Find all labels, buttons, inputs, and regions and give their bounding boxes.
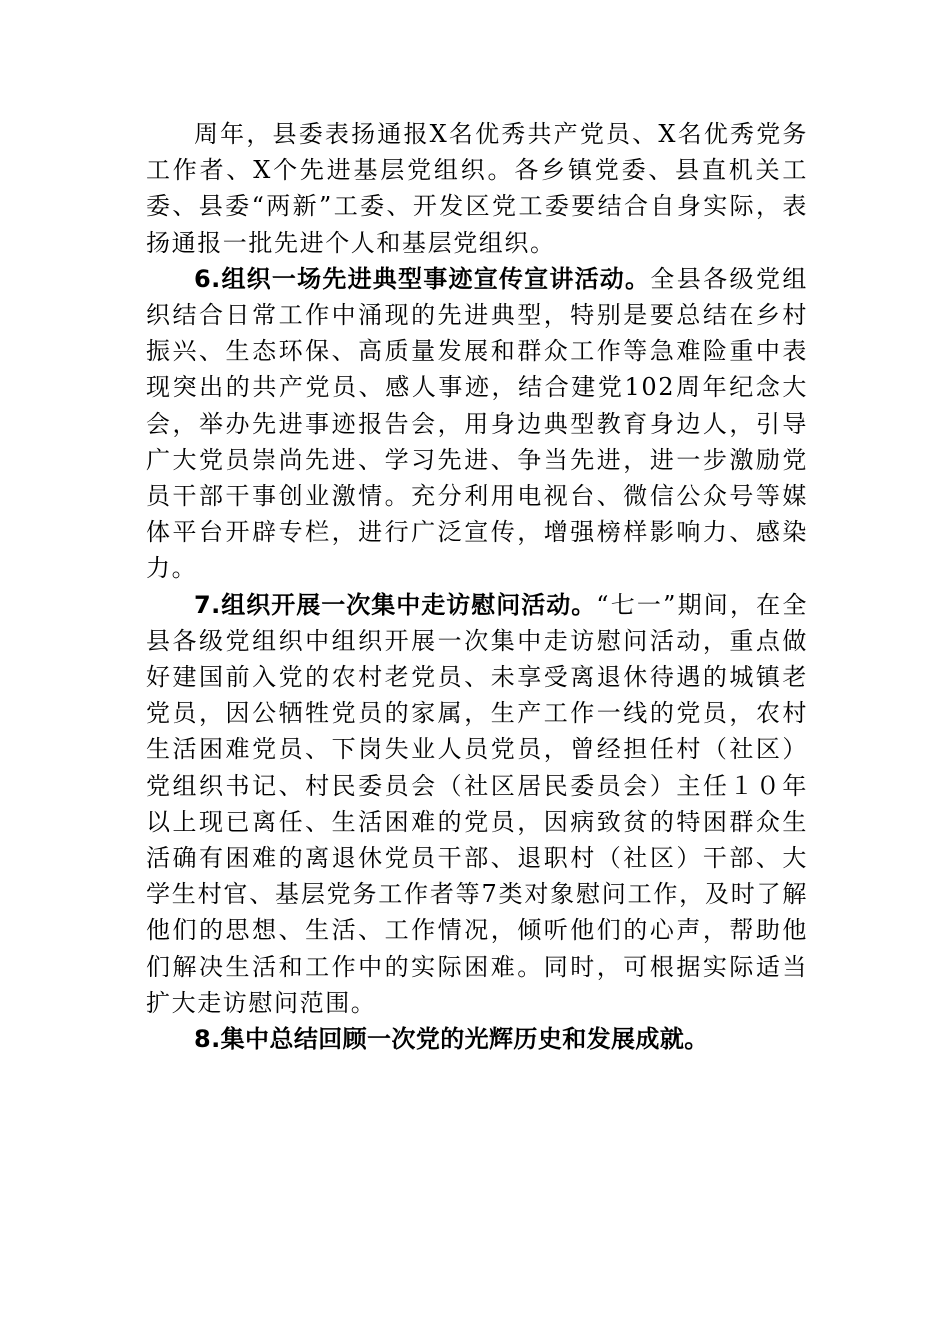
paragraph-body: “七一”期间，在全县各级党组织中组织开展一次集中走访慰问活动，重点做好建国前入党的农村老党员、未享受离退休待遇的城镇老党员，因公牺牲党员的家属，生产工作一线的党员，农村生活困难党员、下岗失业人员党员，曾经担任村（社区）党组织书记、村民委员会（社区居民委员会）主任１０年以上现已离任、生活困难的党员，因病致贫的特困群众生活确有困难的离退休党员干部、退职村（社区）干部、大学生村官、基层党务工作者等7类对象慰问工作，及时了解他们的思想、生活、工作情况，倾听他们的心声，帮助他们解决生活和工作中的实际困难。同时，可根据实际适当扩大走访慰问范围。 [146,590,808,1017]
paragraph-body: 全县各级党组织结合日常工作中涌现的先进典型，特别是要总结在乡村振兴、生态环保、高质量发展和群众工作等急难险重中表现突出的共产党员、感人事迹，结合建党102周年纪念大会，举办先进事迹报告会，用身边典型教育身边人，引导广大党员崇尚先进、学习先进、争当先进，进一步激励党员干部干事创业激情。充分利用电视台、微信公众号等媒体平台开辟专栏，进行广泛宣传，增强榜样影响力、感染力。 [146,264,808,583]
paragraph-heading: 8.集中总结回顾一次党的光辉历史和发展成就。 [194,1025,709,1054]
paragraph-item-7 [146,587,808,1021]
paragraph-item-6 [146,261,808,587]
paragraph-heading: 7.组织开展一次集中走访慰问活动。 [194,590,597,619]
paragraph-item-8 [146,1021,808,1057]
paragraph-body: 周年，县委表扬通报X名优秀共产党员、X名优秀党务工作者、X个先进基层党组织。各乡镇党委、县直机关工委、县委“两新”工委、开发区党工委要结合自身实际，表扬通报一批先进个人和基层党组织。 [146,120,808,257]
paragraph-commendation [146,116,808,261]
paragraph-heading: 6.组织一场先进典型事迹宣传宣讲活动。 [194,264,651,293]
document-page [146,116,808,1057]
